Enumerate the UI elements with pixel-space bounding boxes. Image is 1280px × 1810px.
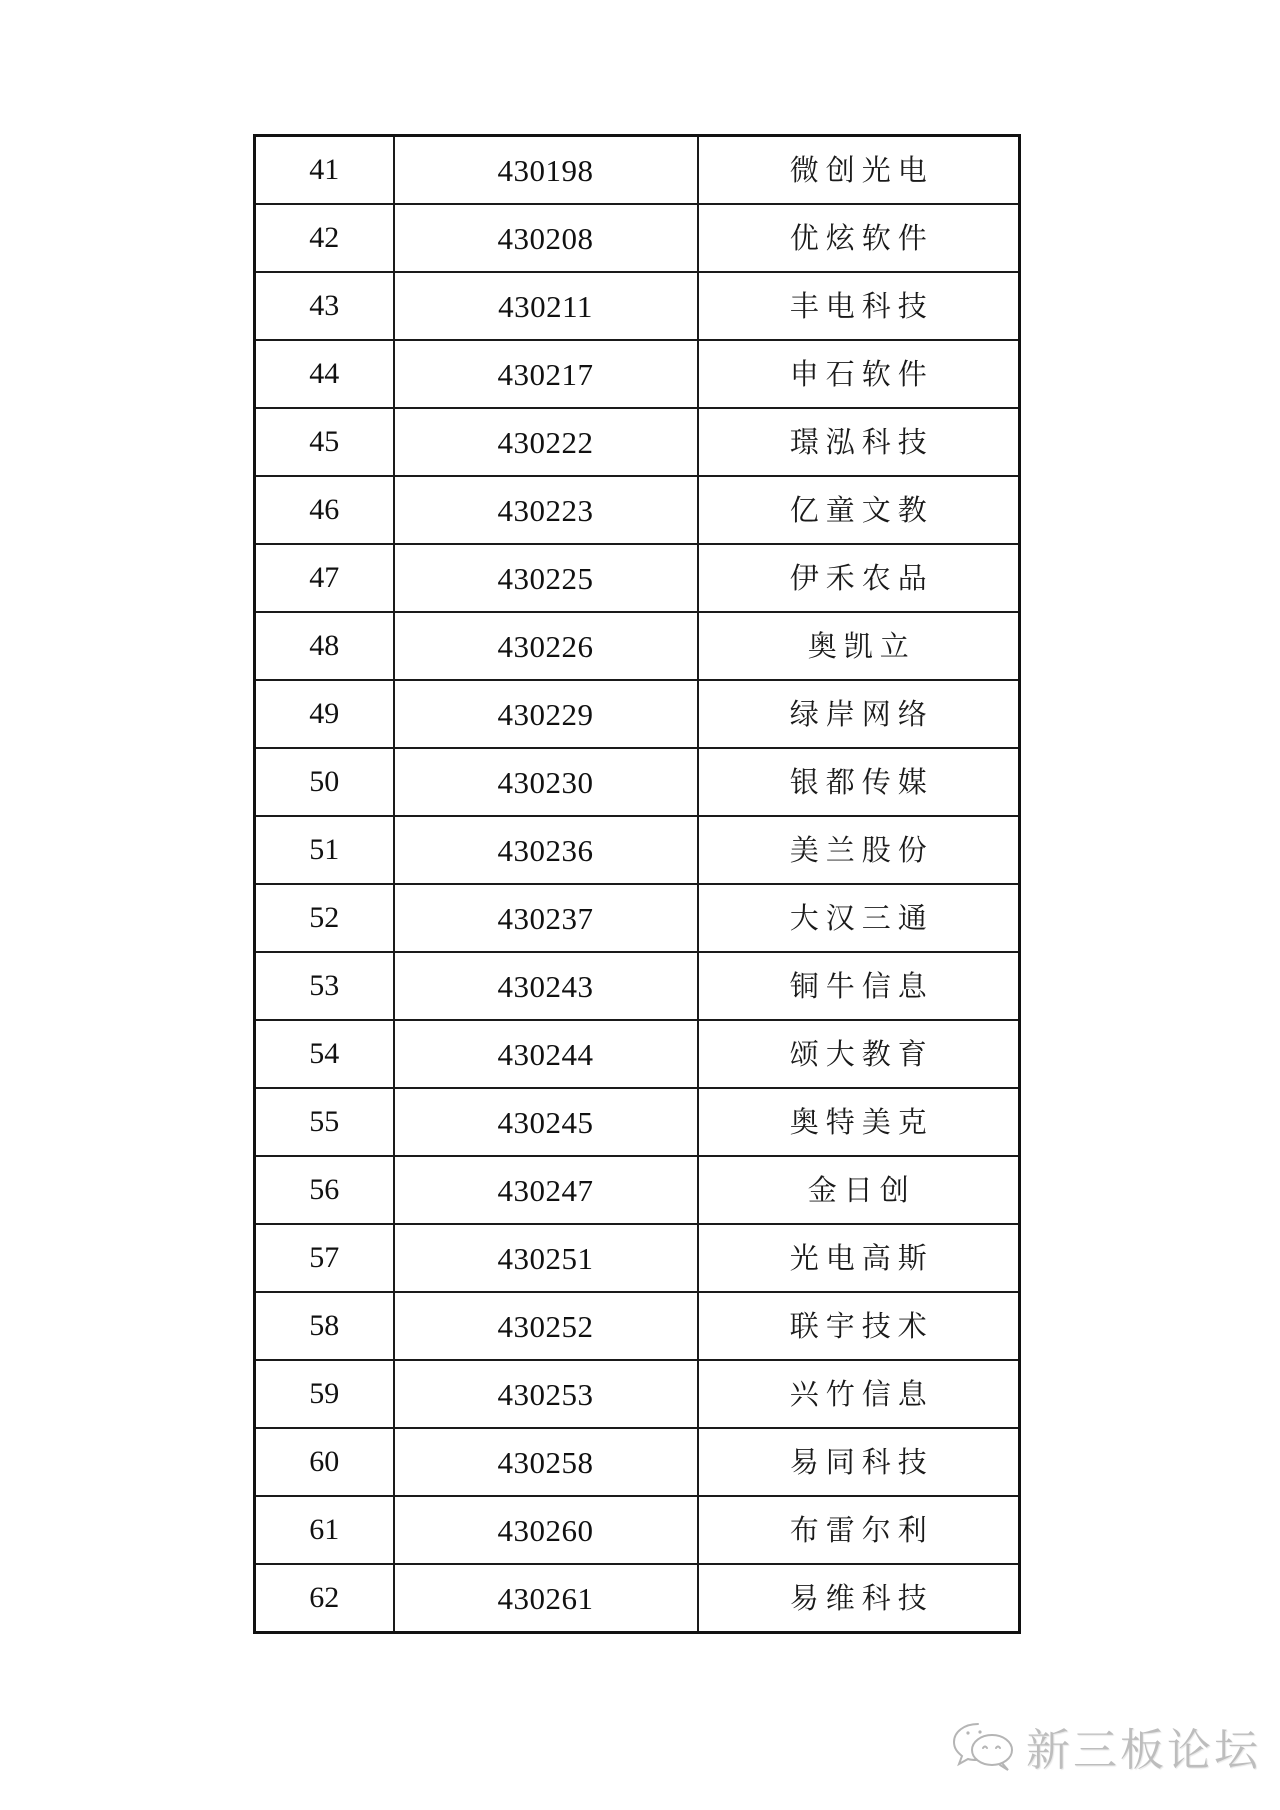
company-name: 颂大教育 — [698, 1020, 1020, 1088]
row-index: 56 — [255, 1156, 394, 1224]
company-name: 易维科技 — [698, 1564, 1020, 1633]
table-row — [255, 272, 1020, 340]
table-row — [255, 952, 1020, 1020]
table-row — [255, 204, 1020, 272]
row-index: 54 — [255, 1020, 394, 1088]
company-name: 优炫软件 — [698, 204, 1020, 272]
table-row — [255, 1156, 1020, 1224]
row-index: 47 — [255, 544, 394, 612]
stock-code: 430261 — [394, 1564, 698, 1633]
table-row — [255, 1496, 1020, 1564]
stock-code: 430236 — [394, 816, 698, 884]
stock-code: 430237 — [394, 884, 698, 952]
row-index: 60 — [255, 1428, 394, 1496]
row-index: 58 — [255, 1292, 394, 1360]
row-index: 45 — [255, 408, 394, 476]
table-row — [255, 544, 1020, 612]
table-row — [255, 136, 1020, 205]
table-row — [255, 1020, 1020, 1088]
row-index: 41 — [255, 136, 394, 205]
company-name: 金日创 — [698, 1156, 1020, 1224]
company-name: 大汉三通 — [698, 884, 1020, 952]
stock-code: 430253 — [394, 1360, 698, 1428]
company-name: 奥凯立 — [698, 612, 1020, 680]
company-name: 易同科技 — [698, 1428, 1020, 1496]
company-name: 绿岸网络 — [698, 680, 1020, 748]
row-index: 62 — [255, 1564, 394, 1633]
watermark — [950, 1716, 1261, 1776]
company-name: 铜牛信息 — [698, 952, 1020, 1020]
company-name: 银都传媒 — [698, 748, 1020, 816]
stock-code: 430251 — [394, 1224, 698, 1292]
company-name: 奥特美克 — [698, 1088, 1020, 1156]
table-row — [255, 1428, 1020, 1496]
table-row — [255, 612, 1020, 680]
row-index: 51 — [255, 816, 394, 884]
table-row — [255, 408, 1020, 476]
company-name: 亿童文教 — [698, 476, 1020, 544]
company-name: 璟泓科技 — [698, 408, 1020, 476]
company-name: 兴竹信息 — [698, 1360, 1020, 1428]
stock-code: 430244 — [394, 1020, 698, 1088]
stock-code: 430260 — [394, 1496, 698, 1564]
company-name: 光电高斯 — [698, 1224, 1020, 1292]
row-index: 61 — [255, 1496, 394, 1564]
row-index: 57 — [255, 1224, 394, 1292]
company-name: 美兰股份 — [698, 816, 1020, 884]
row-index: 50 — [255, 748, 394, 816]
company-name: 微创光电 — [698, 136, 1020, 205]
stock-code: 430198 — [394, 136, 698, 205]
row-index: 59 — [255, 1360, 394, 1428]
table-row — [255, 748, 1020, 816]
table-row — [255, 816, 1020, 884]
table-row — [255, 680, 1020, 748]
row-index: 55 — [255, 1088, 394, 1156]
company-name: 伊禾农品 — [698, 544, 1020, 612]
table-row — [255, 884, 1020, 952]
stock-code: 430229 — [394, 680, 698, 748]
stock-code: 430252 — [394, 1292, 698, 1360]
table-row — [255, 1088, 1020, 1156]
row-index: 49 — [255, 680, 394, 748]
table-row — [255, 476, 1020, 544]
row-index: 53 — [255, 952, 394, 1020]
table-row — [255, 1224, 1020, 1292]
stock-code: 430208 — [394, 204, 698, 272]
wechat-icon — [950, 1718, 1016, 1774]
stock-code: 430222 — [394, 408, 698, 476]
stock-code: 430243 — [394, 952, 698, 1020]
company-name: 申石软件 — [698, 340, 1020, 408]
watermark-text: 新三板论坛 — [1026, 1725, 1261, 1776]
row-index: 44 — [255, 340, 394, 408]
row-index: 42 — [255, 204, 394, 272]
stock-code: 430223 — [394, 476, 698, 544]
stock-code: 430230 — [394, 748, 698, 816]
row-index: 46 — [255, 476, 394, 544]
stock-code: 430211 — [394, 272, 698, 340]
row-index: 43 — [255, 272, 394, 340]
table-row — [255, 340, 1020, 408]
stock-code: 430247 — [394, 1156, 698, 1224]
company-name: 丰电科技 — [698, 272, 1020, 340]
stock-code: 430226 — [394, 612, 698, 680]
stock-code: 430245 — [394, 1088, 698, 1156]
company-name: 联宇技术 — [698, 1292, 1020, 1360]
stock-code: 430258 — [394, 1428, 698, 1496]
table-row — [255, 1360, 1020, 1428]
row-index: 48 — [255, 612, 394, 680]
table-row — [255, 1564, 1020, 1633]
table-body — [255, 136, 1020, 1633]
company-name: 布雷尔利 — [698, 1496, 1020, 1564]
stock-code: 430217 — [394, 340, 698, 408]
stock-code: 430225 — [394, 544, 698, 612]
row-index: 52 — [255, 884, 394, 952]
stock-listing-table — [253, 134, 1021, 1634]
table-row — [255, 1292, 1020, 1360]
